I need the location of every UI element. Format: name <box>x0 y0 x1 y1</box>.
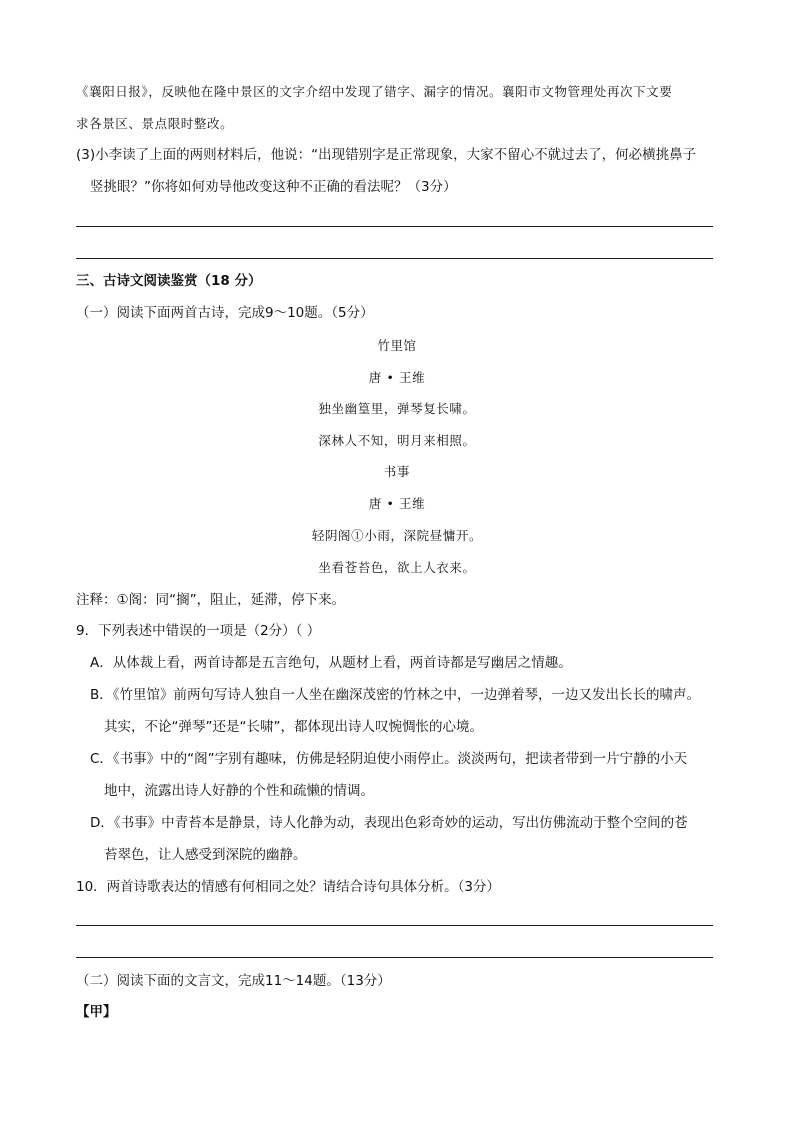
section-3-title: 三、古诗文阅读鉴赏（18 分） <box>76 273 262 289</box>
question-8-3-line-2: 竖挑眼？”你将如何劝导他改变这种不正确的看法呢？（3分） <box>90 179 457 195</box>
question-9-option-b-line-1: B．《竹里馆》前两句写诗人独自一人坐在幽深茂密的竹林之中，一边弹着琴，一边又发出长长的啸声。 <box>90 687 701 703</box>
answer-line <box>76 957 713 958</box>
question-9-option-c-line-1: C．《书事》中的“阁”字别有趣味，仿佛是轻阴迫使小雨停止。淡淡两句，把读者带到一片宁静的小天 <box>90 751 688 767</box>
answer-line <box>76 226 713 227</box>
poem-2-title: 书事 <box>383 464 411 479</box>
answer-line <box>76 258 713 259</box>
question-9-option-a: A．从体裁上看，两首诗都是五言绝句，从题材上看，两首诗都是写幽居之情趣。 <box>90 655 572 671</box>
question-9-option-c-line-2: 地中，流露出诗人好静的个性和疏懒的情调。 <box>104 783 374 799</box>
material-line-2: 求各景区、景点限时整改。 <box>76 116 234 131</box>
poem-2-author: 唐 • 王维 <box>368 496 426 511</box>
passage-jia-label: 【甲】 <box>76 1004 117 1020</box>
question-9-option-b-line-2: 其实，不论“弹琴”还是“长啸”，都体现出诗人叹惋惆怅的心境。 <box>104 719 483 735</box>
poem-1-line-1: 独坐幽篁里，弹琴复长啸。 <box>318 401 476 416</box>
part-1-intro: （一）阅读下面两首古诗，完成9～10题。（5分） <box>76 305 374 321</box>
poem-1-author: 唐 • 王维 <box>368 370 426 385</box>
question-9-stem: 9．下列表述中错误的一项是（2分）（ ） <box>76 623 321 639</box>
question-9-option-d-line-2: 苔翠色，让人感受到深院的幽静。 <box>104 847 307 863</box>
material-line-1: 《襄阳日报》，反映他在隆中景区的文字介绍中发现了错字、漏字的情况。襄阳市文物管理处再次下文要 <box>76 84 673 99</box>
answer-line <box>76 925 713 926</box>
poem-1-line-2: 深林人不知，明月来相照。 <box>318 433 476 448</box>
poem-2-line-1: 轻阴阁①小雨，深院昼慵开。 <box>311 528 483 543</box>
annotation-note: 注释：①阁：同“搁”，阻止，延滞，停下来。 <box>76 592 346 608</box>
question-8-3-line-1: (3)小李读了上面的两则材料后，他说：“出现错别字是正常现象，大家不留心不就过去了，何必横挑鼻子 <box>76 147 697 163</box>
question-9-option-d-line-1: D．《书事》中青苔本是静景，诗人化静为动，表现出色彩奇妙的运动，写出仿佛流动于整个空间的苍 <box>90 815 688 831</box>
poem-1-title: 竹里馆 <box>377 338 417 353</box>
question-10-stem: 10．两首诗歌表达的情感有何相同之处？请结合诗句具体分析。（3分） <box>76 879 501 895</box>
part-2-intro: （二）阅读下面的文言文，完成11～14题。（13分） <box>76 973 391 989</box>
poem-2-line-2: 坐看苍苔色，欲上人衣来。 <box>318 560 476 575</box>
